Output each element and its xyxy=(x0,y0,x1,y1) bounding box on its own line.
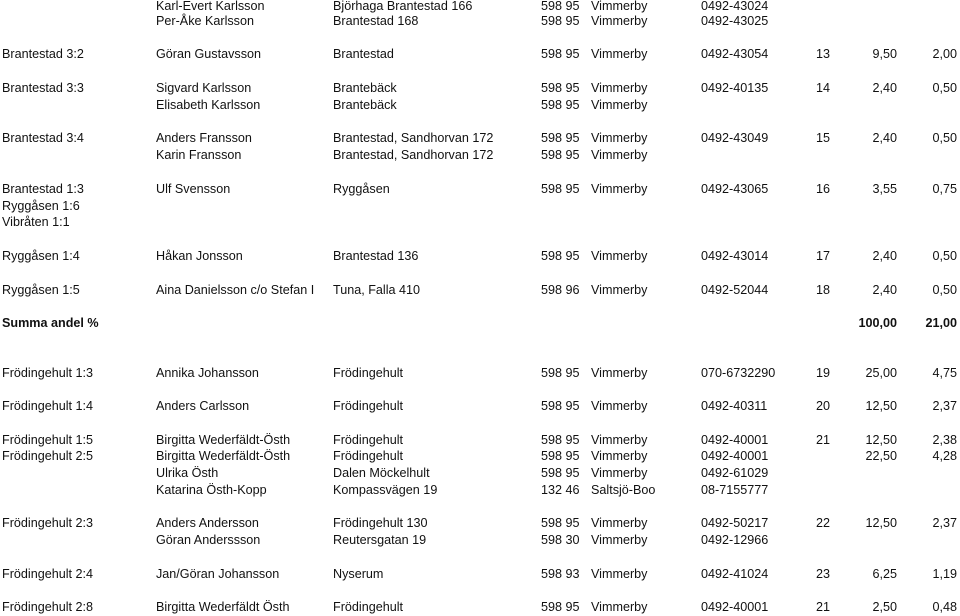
number-cell: 13 xyxy=(815,47,830,61)
table-row xyxy=(0,515,960,532)
phone-cell: 0492-12966 xyxy=(701,533,769,547)
address-cell: Björhaga Brantestad 166 xyxy=(333,0,473,13)
phone-cell: 0492-50217 xyxy=(701,516,769,530)
postal-code-cell: 132 46 xyxy=(541,483,580,497)
phone-cell: 08-7155777 xyxy=(701,483,769,497)
table-row xyxy=(0,248,960,265)
owner-name-cell: Göran Anderssson xyxy=(156,533,261,547)
city-cell: Vimmerby xyxy=(591,98,648,112)
phone-cell: 0492-43054 xyxy=(701,47,769,61)
table-row xyxy=(0,80,960,97)
table-row xyxy=(0,465,960,482)
share-percent-cell: 2,40 xyxy=(872,81,897,95)
share-percent-cell: 2,40 xyxy=(872,283,897,297)
table-row xyxy=(0,214,960,231)
owner-name-cell: Birgitta Wederfäldt Östh xyxy=(156,600,290,614)
postal-code-cell: 598 95 xyxy=(541,98,580,112)
share-percent-cell: 2,50 xyxy=(872,600,897,614)
address-cell: Brantestad xyxy=(333,47,394,61)
share-value-cell: 0,50 xyxy=(932,131,957,145)
property-cell: Brantestad 3:4 xyxy=(2,131,84,145)
city-cell: Vimmerby xyxy=(591,600,648,614)
phone-cell: 0492-41024 xyxy=(701,567,769,581)
address-cell: Tuna, Falla 410 xyxy=(333,283,421,297)
postal-code-cell: 598 95 xyxy=(541,131,580,145)
city-cell: Vimmerby xyxy=(591,131,648,145)
share-value-cell: 2,37 xyxy=(932,399,957,413)
address-cell: Frödingehult xyxy=(333,600,404,614)
city-cell: Vimmerby xyxy=(591,533,648,547)
summary-row xyxy=(0,315,960,332)
share-value-cell: 0,50 xyxy=(932,283,957,297)
table-row xyxy=(0,130,960,147)
owner-name-cell: Katarina Östh-Kopp xyxy=(156,483,267,497)
share-value-cell: 2,00 xyxy=(932,47,957,61)
share-percent-cell: 12,50 xyxy=(865,516,897,530)
address-cell: Kompassvägen 19 xyxy=(333,483,438,497)
number-cell: 21 xyxy=(815,433,830,447)
property-cell: Brantestad 3:2 xyxy=(2,47,84,61)
property-cell: Vibråten 1:1 xyxy=(2,215,70,229)
owner-name-cell: Elisabeth Karlsson xyxy=(156,98,261,112)
postal-code-cell: 598 95 xyxy=(541,182,580,196)
city-cell: Vimmerby xyxy=(591,433,648,447)
share-percent-cell: 9,50 xyxy=(872,47,897,61)
share-percent-cell: 100,00 xyxy=(858,316,897,330)
property-cell: Frödingehult 2:3 xyxy=(2,516,94,530)
postal-code-cell: 598 30 xyxy=(541,533,580,547)
share-percent-cell: 2,40 xyxy=(872,249,897,263)
owner-name-cell: Birgitta Wederfäldt-Östh xyxy=(156,449,291,463)
phone-cell: 0492-61029 xyxy=(701,466,769,480)
number-cell: 19 xyxy=(815,366,830,380)
table-row xyxy=(0,13,960,30)
share-value-cell: 0,48 xyxy=(932,600,957,614)
city-cell: Vimmerby xyxy=(591,399,648,413)
postal-code-cell: 598 95 xyxy=(541,399,580,413)
share-percent-cell: 22,50 xyxy=(865,449,897,463)
address-cell: Brantebäck xyxy=(333,81,397,95)
address-cell: Frödingehult xyxy=(333,449,404,463)
city-cell: Vimmerby xyxy=(591,516,648,530)
property-cell: Frödingehult 1:4 xyxy=(2,399,94,413)
number-cell: 17 xyxy=(815,249,830,263)
phone-cell: 0492-40311 xyxy=(701,399,768,413)
city-cell: Vimmerby xyxy=(591,0,648,13)
share-value-cell: 1,19 xyxy=(932,567,957,581)
owner-name-cell: Jan/Göran Johansson xyxy=(156,567,280,581)
share-percent-cell: 2,40 xyxy=(872,131,897,145)
table-row xyxy=(0,482,960,499)
address-cell: Reutersgatan 19 xyxy=(333,533,427,547)
share-value-cell: 0,50 xyxy=(932,249,957,263)
address-cell: Nyserum xyxy=(333,567,384,581)
table-row xyxy=(0,282,960,299)
postal-code-cell: 598 95 xyxy=(541,14,580,28)
share-value-cell: 4,28 xyxy=(932,449,957,463)
postal-code-cell: 598 95 xyxy=(541,0,580,13)
address-cell: Ryggåsen xyxy=(333,182,390,196)
property-cell: Summa andel % xyxy=(2,316,99,330)
address-cell: Brantestad 168 xyxy=(333,14,419,28)
owner-name-cell: Karin Fransson xyxy=(156,148,242,162)
postal-code-cell: 598 95 xyxy=(541,47,580,61)
city-cell: Vimmerby xyxy=(591,182,648,196)
property-cell: Frödingehult 1:5 xyxy=(2,433,94,447)
address-cell: Brantestad, Sandhorvan 172 xyxy=(333,148,494,162)
city-cell: Vimmerby xyxy=(591,14,648,28)
number-cell: 15 xyxy=(815,131,830,145)
property-cell: Ryggåsen 1:4 xyxy=(2,249,80,263)
number-cell: 21 xyxy=(815,600,830,614)
table-row xyxy=(0,198,960,215)
table-row xyxy=(0,432,960,449)
owner-name-cell: Håkan Jonsson xyxy=(156,249,243,263)
share-percent-cell: 6,25 xyxy=(872,567,897,581)
postal-code-cell: 598 95 xyxy=(541,366,580,380)
share-value-cell: 2,37 xyxy=(932,516,957,530)
owner-name-cell: Ulf Svensson xyxy=(156,182,231,196)
table-row xyxy=(0,566,960,583)
number-cell: 18 xyxy=(815,283,830,297)
owner-name-cell: Karl-Evert Karlsson xyxy=(156,0,265,13)
owner-name-cell: Ulrika Östh xyxy=(156,466,219,480)
address-cell: Frödingehult xyxy=(333,366,404,380)
table-row xyxy=(0,46,960,63)
share-value-cell: 0,50 xyxy=(932,81,957,95)
phone-cell: 0492-40001 xyxy=(701,449,769,463)
table-row xyxy=(0,365,960,382)
city-cell: Vimmerby xyxy=(591,366,648,380)
property-cell: Frödingehult 2:8 xyxy=(2,600,94,614)
number-cell: 20 xyxy=(815,399,830,413)
table-row xyxy=(0,448,960,465)
phone-cell: 0492-43049 xyxy=(701,131,769,145)
address-cell: Brantestad 136 xyxy=(333,249,419,263)
postal-code-cell: 598 95 xyxy=(541,249,580,263)
share-value-cell: 0,75 xyxy=(932,182,957,196)
owner-name-cell: Sigvard Karlsson xyxy=(156,81,252,95)
property-cell: Ryggåsen 1:6 xyxy=(2,199,80,213)
postal-code-cell: 598 95 xyxy=(541,433,580,447)
postal-code-cell: 598 95 xyxy=(541,466,580,480)
owner-name-cell: Anders Andersson xyxy=(156,516,259,530)
phone-cell: 0492-40001 xyxy=(701,433,769,447)
phone-cell: 070-6732290 xyxy=(701,366,776,380)
phone-cell: 0492-40135 xyxy=(701,81,769,95)
table-row xyxy=(0,532,960,549)
share-value-cell: 2,38 xyxy=(932,433,957,447)
table-row xyxy=(0,398,960,415)
address-cell: Frödingehult xyxy=(333,433,404,447)
postal-code-cell: 598 95 xyxy=(541,449,580,463)
table-row xyxy=(0,97,960,114)
owner-name-cell: Anders Fransson xyxy=(156,131,252,145)
phone-cell: 0492-43065 xyxy=(701,182,769,196)
number-cell: 23 xyxy=(815,567,830,581)
property-cell: Frödingehult 2:5 xyxy=(2,449,94,463)
owner-name-cell: Per-Åke Karlsson xyxy=(156,14,254,28)
owner-name-cell: Birgitta Wederfäldt-Östh xyxy=(156,433,291,447)
share-percent-cell: 12,50 xyxy=(865,399,897,413)
phone-cell: 0492-40001 xyxy=(701,600,769,614)
postal-code-cell: 598 95 xyxy=(541,148,580,162)
share-percent-cell: 12,50 xyxy=(865,433,897,447)
city-cell: Vimmerby xyxy=(591,249,648,263)
share-percent-cell: 3,55 xyxy=(872,182,897,196)
share-value-cell: 21,00 xyxy=(925,316,957,330)
postal-code-cell: 598 95 xyxy=(541,516,580,530)
property-cell: Brantestad 3:3 xyxy=(2,81,84,95)
owner-name-cell: Aina Danielsson c/o Stefan I xyxy=(156,283,315,297)
owner-name-cell: Göran Gustavsson xyxy=(156,47,261,61)
table-row xyxy=(0,181,960,198)
number-cell: 16 xyxy=(815,182,830,196)
city-cell: Vimmerby xyxy=(591,567,648,581)
property-cell: Frödingehult 2:4 xyxy=(2,567,94,581)
address-cell: Frödingehult xyxy=(333,399,404,413)
table-row xyxy=(0,599,960,616)
number-cell: 14 xyxy=(815,81,830,95)
phone-cell: 0492-43014 xyxy=(701,249,769,263)
city-cell: Vimmerby xyxy=(591,148,648,162)
postal-code-cell: 598 96 xyxy=(541,283,580,297)
postal-code-cell: 598 95 xyxy=(541,81,580,95)
city-cell: Vimmerby xyxy=(591,47,648,61)
phone-cell: 0492-43025 xyxy=(701,14,769,28)
address-cell: Brantebäck xyxy=(333,98,397,112)
phone-cell: 0492-43024 xyxy=(701,0,769,13)
address-cell: Brantestad, Sandhorvan 172 xyxy=(333,131,494,145)
address-cell: Frödingehult 130 xyxy=(333,516,428,530)
property-cell: Ryggåsen 1:5 xyxy=(2,283,80,297)
table-row xyxy=(0,147,960,164)
city-cell: Vimmerby xyxy=(591,466,648,480)
owner-name-cell: Annika Johansson xyxy=(156,366,259,380)
property-cell: Brantestad 1:3 xyxy=(2,182,84,196)
share-percent-cell: 25,00 xyxy=(865,366,897,380)
share-value-cell: 4,75 xyxy=(932,366,957,380)
postal-code-cell: 598 95 xyxy=(541,600,580,614)
number-cell: 22 xyxy=(815,516,830,530)
city-cell: Vimmerby xyxy=(591,449,648,463)
address-cell: Dalen Möckelhult xyxy=(333,466,430,480)
phone-cell: 0492-52044 xyxy=(701,283,769,297)
city-cell: Saltsjö-Boo xyxy=(591,483,656,497)
city-cell: Vimmerby xyxy=(591,81,648,95)
postal-code-cell: 598 93 xyxy=(541,567,580,581)
property-cell: Frödingehult 1:3 xyxy=(2,366,94,380)
owner-name-cell: Anders Carlsson xyxy=(156,399,250,413)
city-cell: Vimmerby xyxy=(591,283,648,297)
